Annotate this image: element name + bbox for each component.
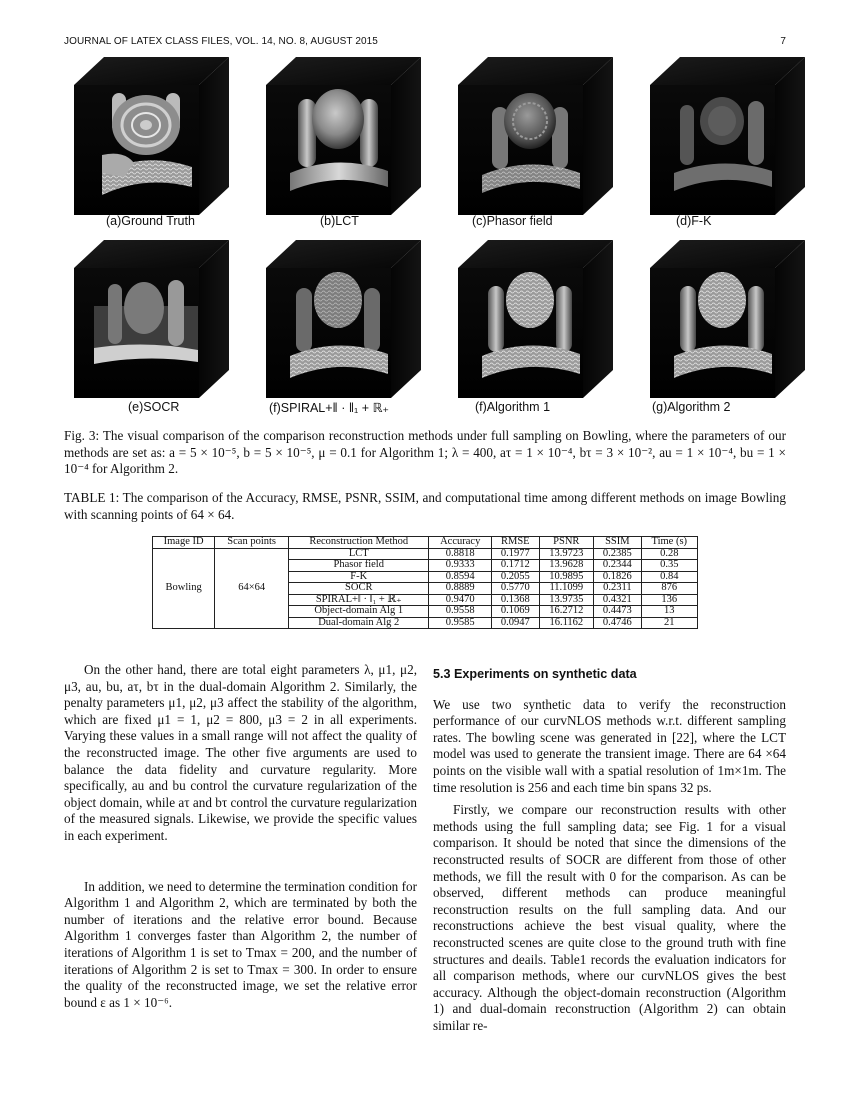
cell-psnr: 10.9895 [539,571,594,583]
cell-ssim: 0.2311 [594,583,642,595]
cell-accuracy: 0.9585 [429,617,492,629]
cell-ssim: 0.4473 [594,606,642,618]
cell-rmse: 0.5770 [492,583,540,595]
cell-time: 21 [641,617,697,629]
cell-accuracy: 0.9333 [429,560,492,572]
caption-spiral: (f)SPIRAL+‖ · ‖₁ + ℝ₊ [269,401,389,415]
panel-spiral [256,238,436,418]
paragraph: Firstly, we compare our reconstruction results with other methods using the full sampling data; see Fig. 1 for a visual comparison. It should be noted that since the dimensions of the reconstructed results of SOCR are different from those of other methods, we fill the result with 0 for the comparison. As can be observed, different methods can produce meaningful reconstruction results on the full sampling data. And our reconstructions achieve the best visual quality, where the reconstructed scenes are quite close to the ground truth with fine structures and deails. Table1 records the evaluation indicators for all comparison methods, where our curvNLOS gives the best accuracy. Although the object-domain reconstruction (Algorithm 1) and dual-domain reconstruction (Algorithm 2) can obtain similar re- [433,802,786,1033]
cell-method: SOCR [289,583,429,595]
cell-ssim: 0.1826 [594,571,642,583]
phasor-field-image [448,55,628,215]
header-method: Reconstruction Method [289,537,429,549]
cell-image-id: Bowling [153,548,215,629]
table-caption: TABLE 1: The comparison of the Accuracy, RMSE, PSNR, SSIM, and computational time among different methods on image Bowling with scanning points of 64 × 64. [64,490,786,522]
table-header-row [153,537,698,549]
cell-method: Object-domain Alg 1 [289,606,429,618]
cell-accuracy: 0.9470 [429,594,492,606]
panel-fk [640,55,820,235]
cell-time: 876 [641,583,697,595]
section-title: 5.3 Experiments on synthetic data [433,667,637,681]
header-accuracy: Accuracy [429,537,492,549]
cell-method: Phasor field [289,560,429,572]
journal-title: JOURNAL OF LATEX CLASS FILES, VOL. 14, NO. 8, AUGUST 2015 [64,36,378,47]
left-column [64,662,417,1011]
header-time: Time (s) [641,537,697,549]
cell-time: 13 [641,606,697,618]
page-number: 7 [780,36,786,47]
panel-algorithm-1 [448,238,628,418]
cell-rmse: 0.1712 [492,560,540,572]
page-header [64,36,786,50]
right-column [433,666,786,1034]
caption-row-2 [64,400,786,418]
ground-truth-image [64,55,244,215]
caption-phasor-field: (c)Phasor field [472,214,553,228]
caption-fk: (d)F-K [676,214,712,228]
cell-accuracy: 0.9558 [429,606,492,618]
algorithm-1-image [448,238,628,398]
paragraph: We use two synthetic data to verify the reconstruction performance of our curvNLOS methods w.r.t. different sampling rates. The bowling scene was generated in [22], where the LCT model was used to generate the transient image. There are 64 ×64 points on the visible wall with a spatial resolution of 1m×1m. The time resolution is 256 and each time bin spans 32 ps. [433,696,786,795]
header-psnr: PSNR [539,537,594,549]
socr-image [64,238,244,398]
cell-rmse: 0.2055 [492,571,540,583]
caption-lct: (b)LCT [320,214,359,228]
figure-row-2 [64,238,786,418]
cell-ssim: 0.4746 [594,617,642,629]
cell-method: LCT [289,548,429,560]
panel-phasor-field [448,55,628,235]
paragraph: In addition, we need to determine the termination condition for Algorithm 1 and Algorithm 2, which are terminated by both the number of iterations and the relative error bound. Because Algorithm 1 converges faster than Algorithm 2, the number of iterations of Algorithm 1 is set to Tmax = 200, and the number of iterations of Algorithm 2 is set to Tmax = 300. In order to ensure the quality of the reconstructed image, we set the relative error bound ε as 1 × 10⁻⁶. [64,878,417,1010]
paragraph: On the other hand, there are total eight parameters λ, μ1, μ2, μ3, au, bu, aτ, bτ in the dual-domain Algorithm 2. Similarly, the penalty parameters μ1, μ2, μ3 affect the stability of the algorithm, which are fixed μ1 = 1, μ2 = 800, μ3 = 2 in all experiments. Varying these values in a small range will not affect the quality of the reconstructed image. The other five arguments are used to balance the data fidelity and curvature regularity. More specifically, au and bu control the curvature regularization of the object domain, while aτ and bτ control the curvature regularization of the measured signals. Likewise, we provide the specific values in each experiment. [64,662,417,843]
header-image-id: Image ID [153,537,215,549]
cell-rmse: 0.1069 [492,606,540,618]
cell-time: 0.28 [641,548,697,560]
cell-method: SPIRAL+‖ · ‖₁ + ℝ₊ [289,594,429,606]
results-table [152,536,698,629]
cell-time: 136 [641,594,697,606]
cell-rmse: 0.0947 [492,617,540,629]
caption-algorithm-1: (f)Algorithm 1 [475,400,551,414]
cell-ssim: 0.2385 [594,548,642,560]
cell-rmse: 0.1368 [492,594,540,606]
cell-psnr: 13.9723 [539,548,594,560]
cell-method: F-K [289,571,429,583]
table-row [153,548,698,560]
header-rmse: RMSE [492,537,540,549]
cell-accuracy: 0.8594 [429,571,492,583]
cell-accuracy: 0.8818 [429,548,492,560]
caption-socr: (e)SOCR [128,400,180,414]
cell-psnr: 11.1099 [539,583,594,595]
cell-psnr: 13.9735 [539,594,594,606]
caption-row-1 [64,214,786,232]
caption-algorithm-2: (g)Algorithm 2 [652,400,731,414]
header-scan-points: Scan points [215,537,289,549]
cell-psnr: 13.9628 [539,560,594,572]
algorithm-2-image [640,238,820,398]
panel-ground-truth [64,55,244,235]
cell-rmse: 0.1977 [492,548,540,560]
cell-psnr: 16.1162 [539,617,594,629]
cell-time: 0.35 [641,560,697,572]
caption-ground-truth: (a)Ground Truth [106,214,195,228]
figure-caption: Fig. 3: The visual comparison of the comparison reconstruction methods under full sampling on Bowling, where the parameters of our methods are set as: a = 5 × 10⁻⁵, b = 5 × 10⁻⁵, μ = 0.1 for Algorithm 1; λ = 400, aτ = 1 × 10⁻⁴, bτ = 3 × 10⁻², au = 1 × 10⁻⁴, bu = 1 × 10⁻⁴ for Algorithm 2. [64,428,786,476]
figure-row-1 [64,55,786,235]
panel-algorithm-2 [640,238,820,418]
cell-ssim: 0.4321 [594,594,642,606]
spiral-image [256,238,436,398]
cell-accuracy: 0.8889 [429,583,492,595]
cell-time: 0.84 [641,571,697,583]
cell-scan-points: 64×64 [215,548,289,629]
cell-method: Dual-domain Alg 2 [289,617,429,629]
header-ssim: SSIM [594,537,642,549]
panel-socr [64,238,244,418]
cell-ssim: 0.2344 [594,560,642,572]
panel-lct [256,55,436,235]
lct-image [256,55,436,215]
fk-image [640,55,820,215]
cell-psnr: 16.2712 [539,606,594,618]
